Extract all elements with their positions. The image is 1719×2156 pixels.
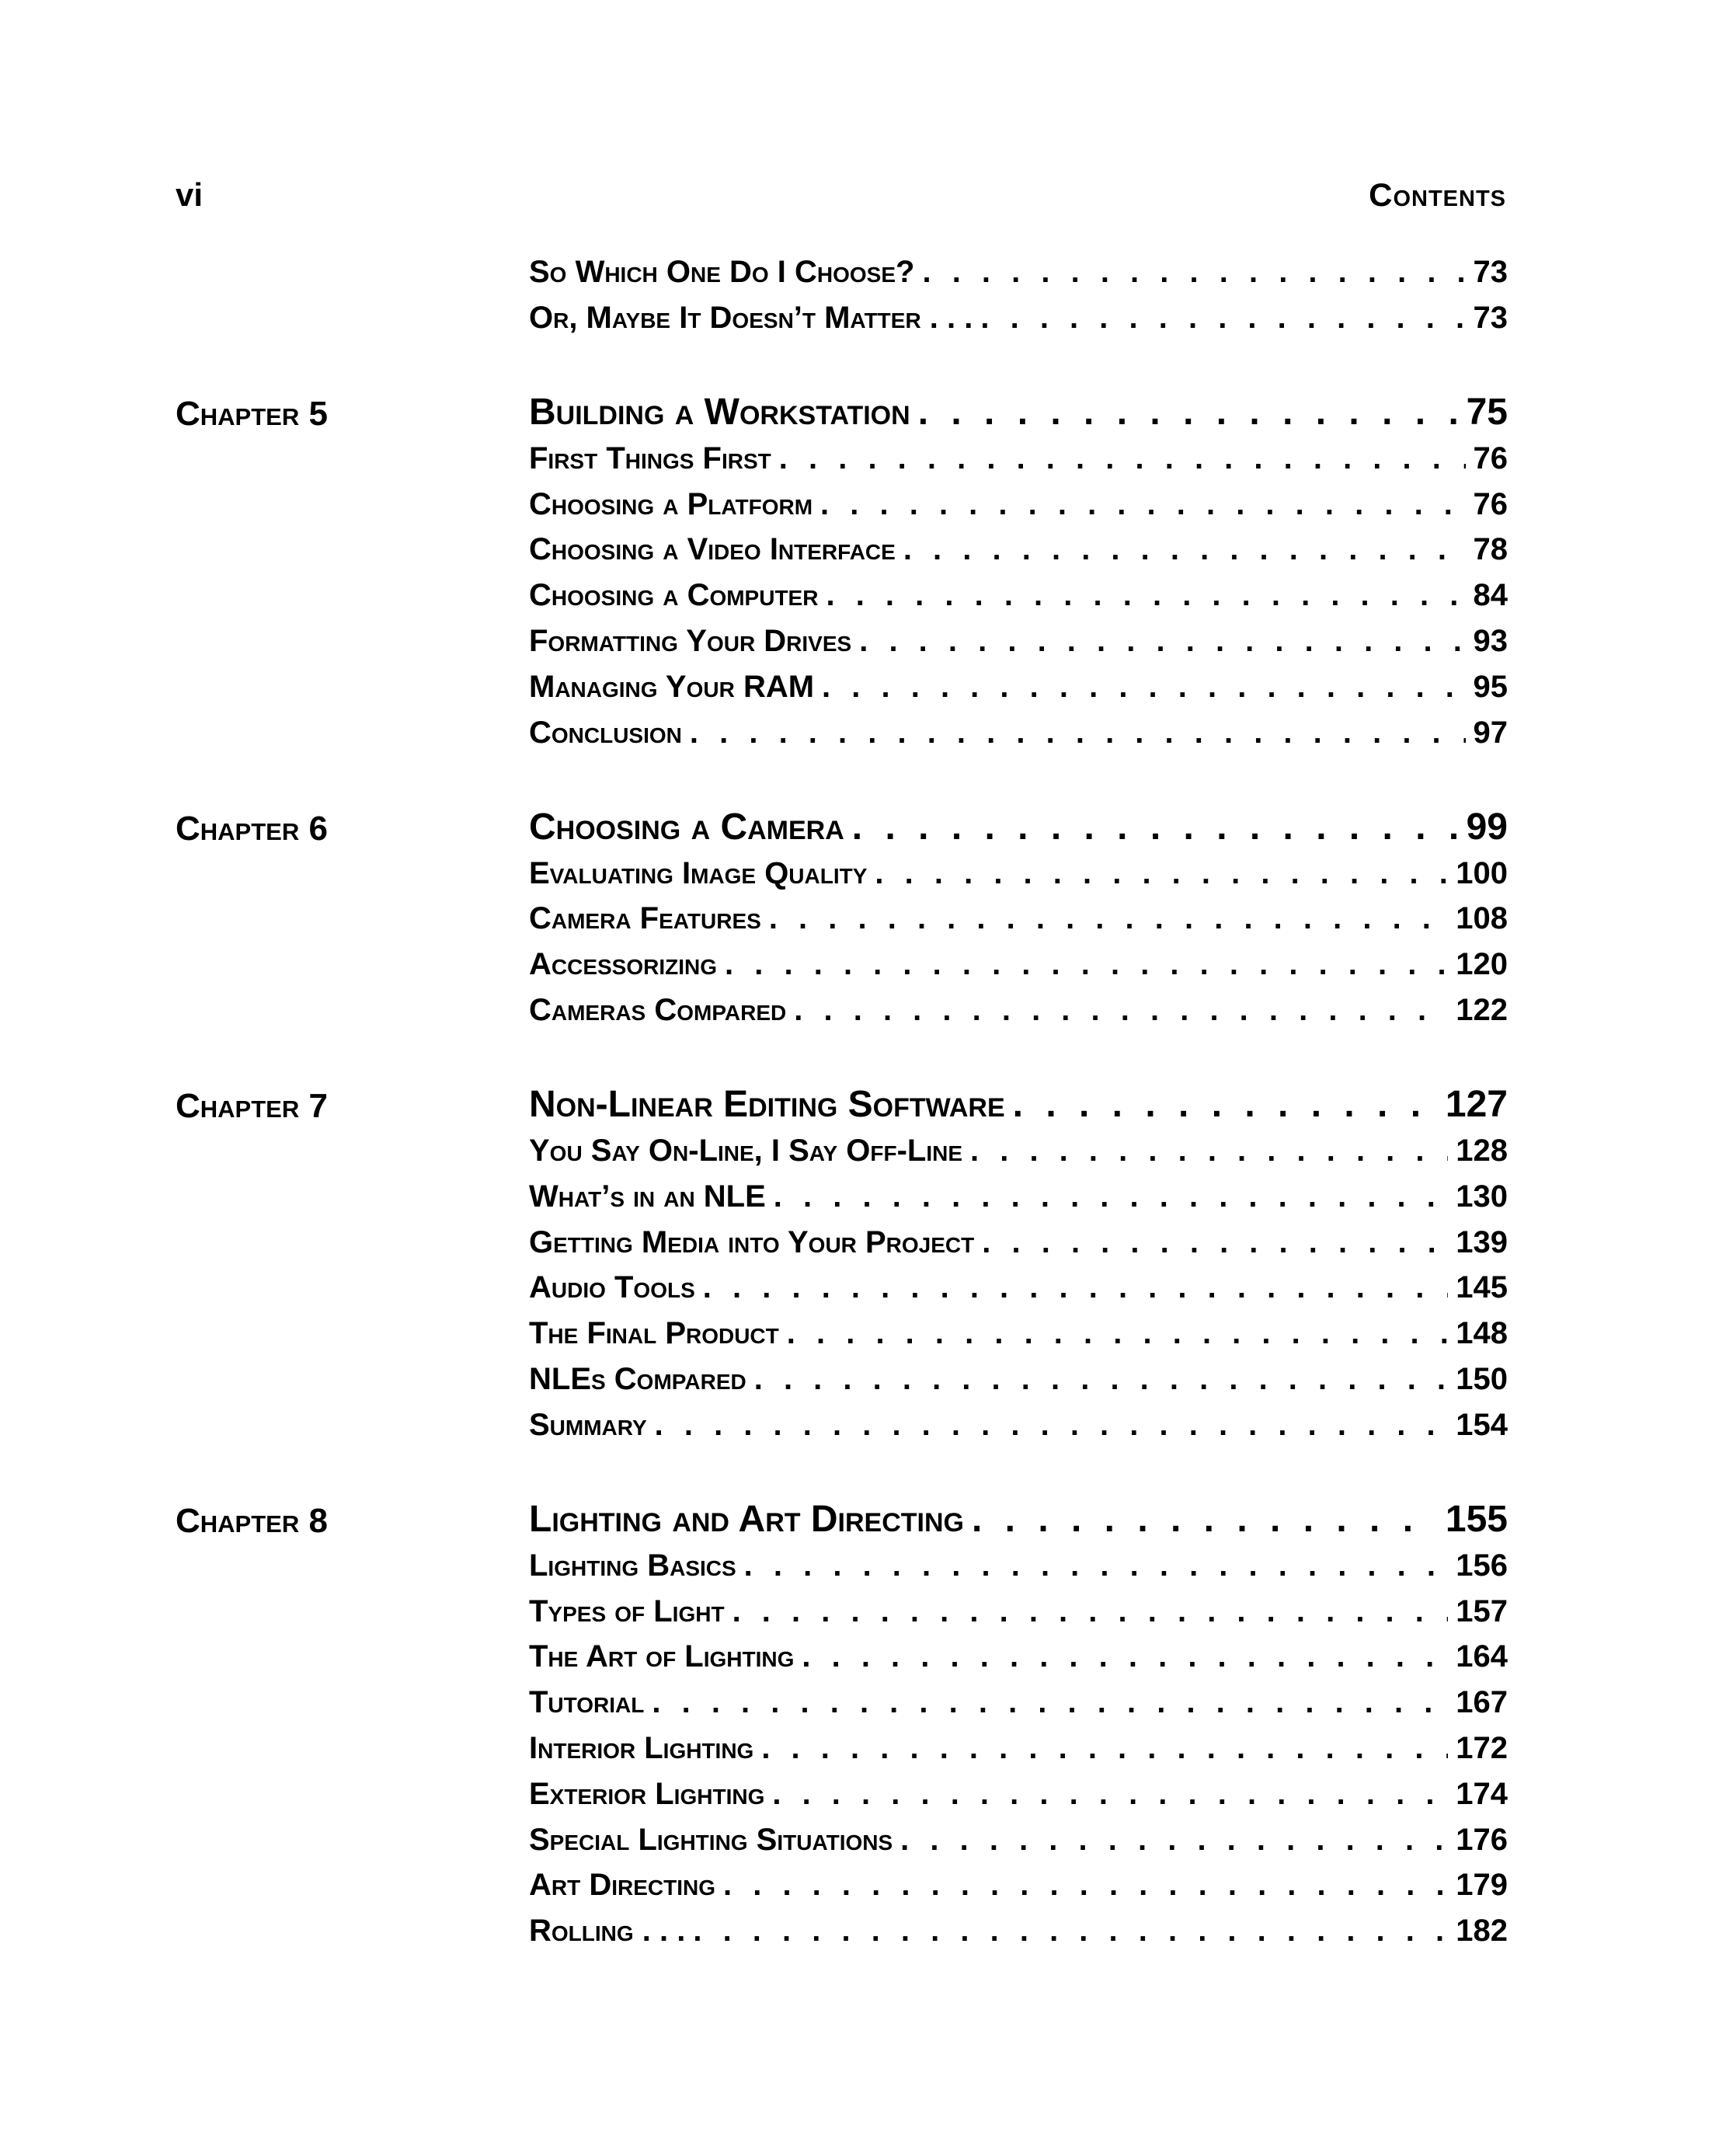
dot-leader	[903, 534, 1466, 565]
page-number-ref: 167	[1456, 1685, 1508, 1720]
section-title: The Art of Lighting	[529, 1639, 795, 1674]
section-title: What’s in an NLE	[529, 1179, 766, 1214]
page-number-ref: 73	[1473, 300, 1508, 335]
section-title: Or, Maybe It Doesn’t Matter . . .	[529, 300, 973, 335]
page-number-ref: 122	[1456, 993, 1508, 1027]
page-number-ref: 76	[1473, 486, 1508, 521]
section-title: First Things First	[529, 441, 771, 475]
page-number-ref: 120	[1456, 947, 1508, 982]
dot-leader	[972, 1501, 1438, 1538]
toc-entry	[529, 1409, 1508, 1440]
toc-entry	[529, 1641, 1508, 1672]
section-title: Camera Features	[529, 901, 761, 936]
chapter-title: Non-Linear Editing Software	[529, 1084, 1005, 1125]
dot-leader	[922, 256, 1465, 287]
page-number-ref: 156	[1456, 1548, 1508, 1583]
toc-entry	[529, 580, 1508, 611]
section-title: NLEs Compared	[529, 1362, 746, 1396]
dot-leader	[690, 717, 1466, 748]
page-number-ref: 100	[1456, 855, 1508, 890]
chapter-title-row	[529, 391, 1508, 433]
toc-entry	[529, 1733, 1508, 1764]
toc-entry	[529, 1135, 1508, 1166]
chapter-title-row	[529, 1498, 1508, 1540]
toc-entry	[529, 1778, 1508, 1809]
section-title: Conclusion	[529, 715, 682, 750]
page-number-ref: 150	[1456, 1362, 1508, 1396]
toc-entry	[529, 855, 1508, 890]
chapter-label: Chapter 5	[176, 394, 328, 433]
dot-leader	[900, 1824, 1448, 1855]
toc-entry	[529, 671, 1508, 702]
section-title: Cameras Compared	[529, 993, 787, 1027]
dot-leader	[918, 394, 1459, 431]
chapter-label: Chapter 6	[176, 809, 328, 848]
chapter-label: Chapter 7	[176, 1087, 328, 1125]
page-number-ref: 97	[1473, 715, 1508, 750]
page-number-ref: 145	[1456, 1270, 1508, 1305]
dot-leader	[794, 994, 1448, 1026]
page-number-ref: 157	[1456, 1593, 1508, 1628]
page-number-ref: 130	[1456, 1179, 1508, 1214]
section-title: Managing Your RAM	[529, 669, 815, 704]
page-number-ref: 164	[1456, 1639, 1508, 1674]
toc-entry	[529, 717, 1508, 748]
dot-leader	[693, 1915, 1448, 1946]
page-number-ref: 93	[1473, 624, 1508, 658]
dot-leader	[652, 1687, 1448, 1718]
page-number-ref: 73	[1473, 255, 1508, 289]
running-title: Contents	[1369, 176, 1506, 213]
toc-entry	[529, 486, 1508, 521]
page-number-ref: 179	[1456, 1868, 1508, 1903]
page-number-ref: 76	[1473, 441, 1508, 475]
dot-leader	[982, 1227, 1448, 1258]
section-title: Exterior Lighting	[529, 1776, 765, 1811]
toc-entry	[529, 1824, 1508, 1855]
page-number-ref: 155	[1445, 1498, 1508, 1540]
section-title: Special Lighting Situations	[529, 1822, 893, 1857]
page-number-ref: 176	[1456, 1822, 1508, 1857]
chapter-title: Building a Workstation	[529, 391, 910, 433]
page-number: vi	[176, 176, 204, 213]
page-number-ref: 148	[1456, 1316, 1508, 1351]
dot-leader	[754, 1364, 1449, 1395]
dot-leader	[802, 1641, 1448, 1672]
page-number-ref: 108	[1456, 901, 1508, 936]
dot-leader	[1013, 1086, 1438, 1123]
section-title: Getting Media into Your Project	[529, 1224, 975, 1259]
section-title: So Which One Do I Choose?	[529, 255, 915, 289]
page-number-ref: 95	[1473, 669, 1508, 704]
section-title: You Say On-Line, I Say Off-Line	[529, 1134, 962, 1168]
dot-leader	[779, 443, 1466, 474]
toc-entry	[529, 1914, 1508, 1949]
dot-leader	[744, 1550, 1449, 1581]
page-number-ref: 172	[1456, 1731, 1508, 1765]
page-number-ref: 128	[1456, 1134, 1508, 1168]
dot-leader	[655, 1409, 1449, 1440]
section-title: Interior Lighting	[529, 1731, 754, 1765]
dot-leader	[970, 1135, 1448, 1166]
chapter-title-row	[529, 806, 1508, 848]
section-title: Lighting Basics	[529, 1548, 736, 1583]
chapter-label: Chapter 8	[176, 1501, 328, 1540]
toc-entry	[529, 1364, 1508, 1395]
dot-leader	[725, 949, 1448, 980]
page-number-ref: 174	[1456, 1776, 1508, 1811]
dot-leader	[761, 1733, 1448, 1764]
dot-leader	[732, 1596, 1449, 1627]
section-title: Art Directing	[529, 1868, 715, 1903]
page-number-ref: 127	[1445, 1084, 1508, 1125]
dot-leader	[980, 302, 1465, 333]
dot-leader	[769, 903, 1448, 934]
dot-leader	[787, 1318, 1448, 1349]
dot-leader	[859, 625, 1465, 657]
section-title: Formatting Your Drives	[529, 624, 852, 658]
page-number-ref: 154	[1456, 1407, 1508, 1442]
toc-entry	[529, 1224, 1508, 1259]
page-number-ref: 99	[1466, 806, 1508, 848]
section-title: Tutorial	[529, 1685, 645, 1720]
dot-leader	[875, 858, 1448, 889]
section-title: Accessorizing	[529, 947, 718, 982]
section-title: Types of Light	[529, 1593, 725, 1628]
page-number-ref: 182	[1456, 1914, 1508, 1949]
toc-entry	[529, 625, 1508, 657]
dot-leader	[852, 809, 1459, 846]
section-title: Evaluating Image Quality	[529, 855, 868, 890]
toc-entry	[529, 1593, 1508, 1628]
dot-leader	[774, 1181, 1448, 1212]
section-title: Rolling . . .	[529, 1914, 686, 1949]
toc-entry	[529, 903, 1508, 934]
dot-leader	[703, 1272, 1448, 1303]
dot-leader	[822, 671, 1465, 702]
section-title: Choosing a Platform	[529, 486, 813, 521]
section-title: Choosing a Video Interface	[529, 532, 896, 567]
toc-entry	[529, 443, 1508, 474]
toc-entry	[529, 1687, 1508, 1718]
section-title: Audio Tools	[529, 1270, 695, 1305]
dot-leader	[826, 580, 1465, 611]
dot-leader	[723, 1869, 1448, 1900]
toc-entry	[529, 1550, 1508, 1581]
toc-entry	[529, 949, 1508, 980]
page-number-ref: 139	[1456, 1224, 1508, 1259]
toc-entry	[529, 1868, 1508, 1903]
toc-entry	[529, 534, 1508, 565]
toc-entry	[529, 1181, 1508, 1212]
section-title: The Final Product	[529, 1316, 779, 1351]
toc-entry	[529, 302, 1508, 333]
chapter-title-row	[529, 1086, 1508, 1123]
dot-leader	[772, 1778, 1448, 1809]
toc-entry	[529, 994, 1508, 1026]
page-number-ref: 75	[1466, 391, 1508, 433]
chapter-title: Lighting and Art Directing	[529, 1498, 964, 1540]
section-title: Choosing a Computer	[529, 578, 819, 613]
toc-entry	[529, 1272, 1508, 1303]
toc-entry	[529, 256, 1508, 287]
section-title: Summary	[529, 1407, 647, 1442]
dot-leader	[820, 489, 1465, 520]
page-number-ref: 84	[1473, 578, 1508, 613]
page-number-ref: 78	[1473, 532, 1508, 567]
chapter-title: Choosing a Camera	[529, 806, 844, 848]
toc-entry	[529, 1318, 1508, 1349]
